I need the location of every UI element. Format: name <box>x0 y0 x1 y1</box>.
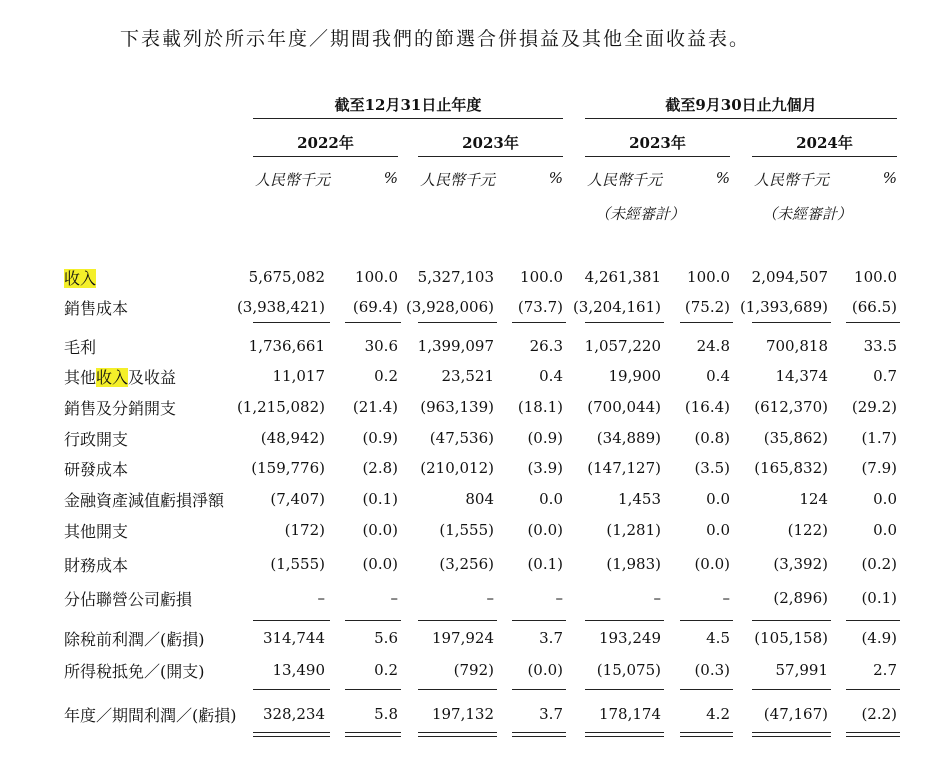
total-double-rule <box>585 732 664 737</box>
table-cell: 0.0 <box>706 490 730 508</box>
table-cell: 124 <box>799 490 828 508</box>
subtotal-rule <box>512 689 566 690</box>
col-pct: % <box>548 169 563 187</box>
table-cell: 178,174 <box>598 705 661 723</box>
subtotal-rule <box>345 322 401 323</box>
table-cell: (210,012) <box>420 459 494 477</box>
table-cell: (2,896) <box>773 589 828 607</box>
table-cell: (0.1) <box>527 555 563 573</box>
table-cell: (0.9) <box>527 429 563 447</box>
table-cell: (3,938,421) <box>236 298 325 316</box>
col-unit: 人民幣千元 <box>255 171 331 189</box>
table-cell: 5.6 <box>374 629 398 647</box>
subtotal-rule <box>418 689 497 690</box>
table-cell: – <box>317 589 325 607</box>
table-cell: (612,370) <box>754 398 828 416</box>
table-cell: 314,744 <box>262 629 325 647</box>
col-note-unaudited: （未經審計） <box>761 205 852 223</box>
table-cell: (0.1) <box>861 589 897 607</box>
table-cell: (47,536) <box>429 429 494 447</box>
subtotal-rule <box>846 689 900 690</box>
table-cell: (172) <box>284 521 325 539</box>
table-cell: (3,928,006) <box>405 298 494 316</box>
table-cell: 57,991 <box>775 661 828 679</box>
table-cell: (0.8) <box>694 429 730 447</box>
table-cell: 14,374 <box>775 367 828 385</box>
intro-text: 下表載列於所示年度／期間我們的節選合併損益及其他全面收益表。 <box>120 28 751 50</box>
row-label-rd-costs: 研發成本 <box>64 460 129 479</box>
table-cell: (0.0) <box>527 661 563 679</box>
table-cell: (165,832) <box>754 459 828 477</box>
table-cell: (0.0) <box>527 521 563 539</box>
row-label-revenue <box>64 266 96 289</box>
col-note-unaudited: （未經審計） <box>594 205 685 223</box>
table-cell: (0.2) <box>861 555 897 573</box>
col-year-rule <box>752 156 897 157</box>
table-cell: 100.0 <box>687 268 730 286</box>
row-label-other-income <box>64 365 176 388</box>
table-cell: – <box>722 589 730 607</box>
table-cell: (1.7) <box>861 429 897 447</box>
table-cell: 197,924 <box>431 629 494 647</box>
subtotal-rule <box>846 322 900 323</box>
table-cell: (963,139) <box>420 398 494 416</box>
table-cell: (3,392) <box>773 555 828 573</box>
subtotal-rule <box>585 322 664 323</box>
subtotal-rule <box>345 620 401 621</box>
table-cell: (75.2) <box>684 298 730 316</box>
table-cell: – <box>653 589 661 607</box>
table-cell: (159,776) <box>251 459 325 477</box>
group-header-year: 截至12月31日止年度 <box>334 96 482 114</box>
table-cell: (29.2) <box>851 398 897 416</box>
table-cell: (122) <box>787 521 828 539</box>
table-cell: (69.4) <box>352 298 398 316</box>
subtotal-rule <box>680 689 733 690</box>
table-cell: 0.0 <box>706 521 730 539</box>
table-cell: 0.0 <box>873 521 897 539</box>
table-cell: (7,407) <box>270 490 325 508</box>
table-cell: 0.4 <box>539 367 563 385</box>
table-cell: (0.0) <box>694 555 730 573</box>
table-cell: (700,044) <box>587 398 661 416</box>
table-cell: (15,075) <box>596 661 661 679</box>
row-label-admin-expenses: 行政開支 <box>64 430 129 449</box>
col-pct: % <box>383 169 398 187</box>
table-cell: (3.9) <box>527 459 563 477</box>
group-header-nine-months-rule <box>585 118 897 119</box>
table-cell: – <box>390 589 398 607</box>
table-cell: 33.5 <box>863 337 897 355</box>
table-cell: (21.4) <box>352 398 398 416</box>
table-cell: 2.7 <box>873 661 897 679</box>
col-pct: % <box>882 169 897 187</box>
row-label-gross-profit: 毛利 <box>64 338 97 357</box>
table-cell: – <box>555 589 563 607</box>
total-double-rule <box>418 732 497 737</box>
subtotal-rule <box>846 620 900 621</box>
col-year-rule <box>585 156 730 157</box>
table-cell: (147,127) <box>587 459 661 477</box>
table-cell: 700,818 <box>765 337 828 355</box>
table-cell: 4.5 <box>706 629 730 647</box>
table-cell: (0.3) <box>694 661 730 679</box>
table-cell: 100.0 <box>854 268 897 286</box>
table-cell: (2.8) <box>362 459 398 477</box>
table-cell: 5.8 <box>374 705 398 723</box>
table-cell: 0.2 <box>374 661 398 679</box>
subtotal-rule <box>752 620 831 621</box>
col-year-2024-9m: 2024年 <box>796 134 853 152</box>
table-cell: (4.9) <box>861 629 897 647</box>
total-double-rule <box>253 732 330 737</box>
table-cell: 5,327,103 <box>417 268 494 286</box>
table-cell: 804 <box>465 490 494 508</box>
table-cell: (0.0) <box>362 555 398 573</box>
table-cell: 0.4 <box>706 367 730 385</box>
col-year-2023: 2023年 <box>462 134 519 152</box>
table-cell: (73.7) <box>517 298 563 316</box>
table-cell: 24.8 <box>696 337 730 355</box>
row-label-period-profit: 年度／期間利潤／(虧損) <box>64 706 237 725</box>
group-header-nine-months: 截至9月30日止九個月 <box>665 96 817 114</box>
table-cell: (792) <box>453 661 494 679</box>
table-cell: (3.5) <box>694 459 730 477</box>
row-label-impairment: 金融資產減值虧損淨額 <box>64 491 225 510</box>
col-year-2022: 2022年 <box>297 134 354 152</box>
row-label-other-income-hl: 收入 <box>96 368 129 387</box>
total-double-rule <box>680 732 733 737</box>
col-year-rule <box>253 156 398 157</box>
table-cell: 100.0 <box>520 268 563 286</box>
table-cell: – <box>486 589 494 607</box>
table-cell: 30.6 <box>364 337 398 355</box>
total-double-rule <box>752 732 831 737</box>
table-cell: (2.2) <box>861 705 897 723</box>
subtotal-rule <box>512 620 566 621</box>
table-cell: 328,234 <box>262 705 325 723</box>
table-cell: (47,167) <box>763 705 828 723</box>
table-cell: 26.3 <box>529 337 563 355</box>
table-cell: (0.9) <box>362 429 398 447</box>
table-cell: 13,490 <box>272 661 325 679</box>
row-label-other-income-post: 及收益 <box>128 368 177 387</box>
subtotal-rule <box>253 620 330 621</box>
table-cell: (105,158) <box>754 629 828 647</box>
col-year-2023-9m: 2023年 <box>629 134 686 152</box>
row-label-revenue-text: 收入 <box>64 269 97 288</box>
row-label-other-expenses: 其他開支 <box>64 522 129 541</box>
table-cell: (16.4) <box>684 398 730 416</box>
table-cell: 197,132 <box>431 705 494 723</box>
total-double-rule <box>345 732 401 737</box>
col-unit: 人民幣千元 <box>420 171 496 189</box>
row-label-profit-before-tax: 除稅前利潤／(虧損) <box>64 630 205 649</box>
total-double-rule <box>846 732 900 737</box>
table-cell: (1,983) <box>606 555 661 573</box>
row-label-associate-losses: 分佔聯營公司虧損 <box>64 590 193 609</box>
subtotal-rule <box>253 322 330 323</box>
subtotal-rule <box>345 689 401 690</box>
table-cell: 0.0 <box>539 490 563 508</box>
table-cell: 0.7 <box>873 367 897 385</box>
table-cell: 4.2 <box>706 705 730 723</box>
table-cell: (3,256) <box>439 555 494 573</box>
table-cell: 5,675,082 <box>248 268 325 286</box>
table-cell: 2,094,507 <box>751 268 828 286</box>
table-cell: 4,261,381 <box>584 268 661 286</box>
col-year-rule <box>418 156 563 157</box>
subtotal-rule <box>585 620 664 621</box>
table-cell: 19,900 <box>608 367 661 385</box>
row-label-other-income-pre: 其他 <box>64 368 97 387</box>
table-cell: (7.9) <box>861 459 897 477</box>
table-cell: (18.1) <box>517 398 563 416</box>
table-cell: 1,057,220 <box>584 337 661 355</box>
subtotal-rule <box>418 620 497 621</box>
row-label-selling-expenses: 銷售及分銷開支 <box>64 399 177 418</box>
subtotal-rule <box>585 689 664 690</box>
table-cell: 0.2 <box>374 367 398 385</box>
col-pct: % <box>715 169 730 187</box>
table-cell: (3,204,161) <box>572 298 661 316</box>
subtotal-rule <box>680 620 733 621</box>
table-cell: (0.0) <box>362 521 398 539</box>
table-cell: (1,393,689) <box>739 298 828 316</box>
col-unit: 人民幣千元 <box>754 171 830 189</box>
row-label-finance-costs: 財務成本 <box>64 556 129 575</box>
group-header-year-rule <box>253 118 563 119</box>
table-cell: (0.1) <box>362 490 398 508</box>
table-cell: 11,017 <box>272 367 325 385</box>
table-cell: (66.5) <box>851 298 897 316</box>
table-cell: 3.7 <box>539 705 563 723</box>
col-unit: 人民幣千元 <box>587 171 663 189</box>
subtotal-rule <box>680 322 733 323</box>
table-cell: 1,399,097 <box>417 337 494 355</box>
table-cell: (48,942) <box>260 429 325 447</box>
table-cell: (1,281) <box>606 521 661 539</box>
table-cell: 0.0 <box>873 490 897 508</box>
subtotal-rule <box>752 322 831 323</box>
table-cell: 1,453 <box>618 490 661 508</box>
table-cell: (1,555) <box>270 555 325 573</box>
subtotal-rule <box>418 322 497 323</box>
row-label-income-tax: 所得稅抵免／(開支) <box>64 662 205 681</box>
subtotal-rule <box>512 322 566 323</box>
table-cell: 23,521 <box>441 367 494 385</box>
table-cell: (34,889) <box>596 429 661 447</box>
subtotal-rule <box>752 689 831 690</box>
table-cell: 3.7 <box>539 629 563 647</box>
row-label-cost-of-sales: 銷售成本 <box>64 299 129 318</box>
subtotal-rule <box>253 689 330 690</box>
table-cell: 1,736,661 <box>248 337 325 355</box>
table-cell: (35,862) <box>763 429 828 447</box>
table-cell: (1,555) <box>439 521 494 539</box>
total-double-rule <box>512 732 566 737</box>
table-cell: (1,215,082) <box>236 398 325 416</box>
table-cell: 193,249 <box>598 629 661 647</box>
table-cell: 100.0 <box>355 268 398 286</box>
